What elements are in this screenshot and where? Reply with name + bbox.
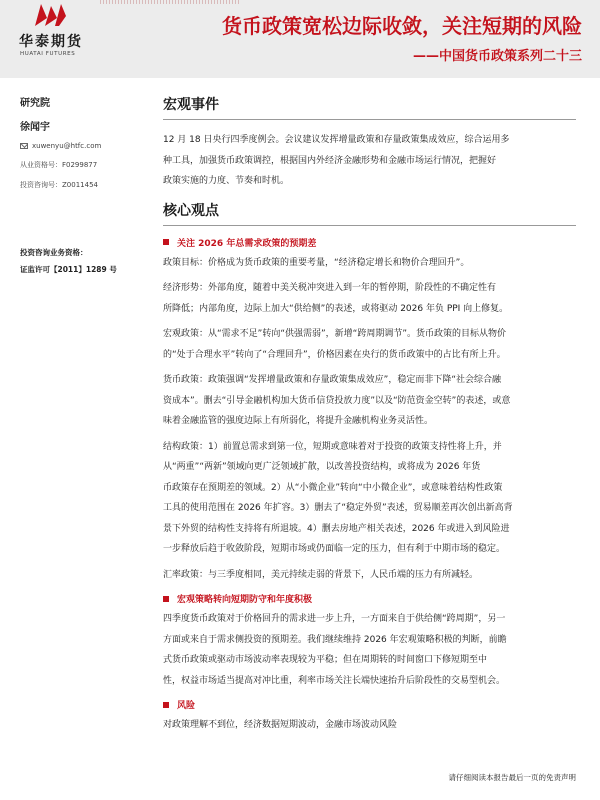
paragraph (163, 715, 576, 736)
header-decoration (100, 0, 240, 4)
report-header (0, 0, 600, 78)
brand-name-en: HUATAI FUTURES (20, 51, 76, 57)
author-email-row (20, 142, 140, 150)
red-square-icon (163, 702, 169, 708)
red-square-icon (163, 596, 169, 602)
text-line: 币政策存在预期差的领域。2）从“小微企业”转向“中小微企业”，或意味着结构性政策 (163, 482, 503, 493)
paragraph (163, 278, 576, 319)
macro-heading: 宏观事件 (163, 97, 219, 113)
paragraph (163, 437, 576, 560)
heading-divider (163, 225, 576, 226)
huatai-logo-icon (33, 2, 67, 28)
section-header (163, 592, 576, 605)
text-line: 方面或来自于需求侧投资的预期差。我们继续维持 2026 年宏观策略积极的判断，前瞻 (163, 634, 507, 645)
section-title: 宏观策略转向短期防守和年度积极 (177, 595, 313, 605)
text-line: 式货币政策或驱动市场波动率表现较为平稳；但在周期转的时间窗口下修短期至中 (163, 655, 488, 665)
disclaimer-note: 请仔细阅读本报告最后一页的免责声明 (448, 773, 576, 782)
department: 研究院 (20, 98, 50, 109)
mail-icon (20, 143, 28, 149)
text-line: 12 月 18 日央行四季度例会。会议建议发挥增量政策和存量政策集成效应，综合运用多 (163, 135, 510, 145)
paragraph (163, 324, 576, 365)
text-line: 对政策理解不到位，经济数据短期波动，金融市场波动风险 (163, 720, 398, 730)
text-line: 资成本”。删去“引导金融机构加大货币信贷投放力度”以及“防范资金空转”的表述，或意 (163, 395, 511, 406)
author-sidebar (20, 94, 140, 275)
paragraph (163, 253, 576, 274)
text-line: 宏观政策：从“需求不足”转向“供强需弱”，新增“跨周期调节”。货币政策的目标从物价 (163, 329, 506, 339)
section-title: 关注 2026 年总需求政策的预期差 (177, 238, 317, 249)
paragraph (163, 370, 576, 432)
main-content (163, 94, 576, 736)
text-line: 工具的使用范围在 2026 年扩容。3）删去了“稳定外贸”表述，贸易顺差再次创出新高背 (163, 503, 513, 513)
text-line: 种工具，加强货币政策调控，根据国内外经济金融形势和金融市场运行情况，把握好 (163, 155, 497, 166)
section-header (163, 236, 576, 249)
heading-divider (163, 119, 576, 120)
text-line: 货币政策：政策强调“发挥增量政策和存量政策集成效应”，稳定而非下降“社会综合融 (163, 375, 501, 385)
red-square-icon (163, 239, 169, 245)
text-line: 一步释放后趋于收敛阶段，短期市场或仍面临一定的压力，但有利于中期市场的稳定。 (163, 544, 506, 554)
text-line: 所降低；内部角度，边际上加大“供给侧”的表述，或将驱动 2026 年负 PPI 向上修复。 (163, 303, 509, 314)
qualification-value: 证监许可【2011】1289 号 (20, 265, 117, 274)
text-line: 四季度货币政策对于价格回升的需求进一步上升，一方面来自于供给侧“跨周期”，另一 (163, 614, 506, 624)
text-line: 结构政策：1）前置总需求到第一位，短期或意味着对于投资的政策支持性将上升，并 (163, 441, 502, 452)
text-line: 政策目标：价格成为货币政策的重要考量，“经济稳定增长和物价合理回升”。 (163, 257, 470, 268)
macro-paragraph (163, 130, 576, 192)
advisory-number: 投资咨询号：Z0011454 (20, 181, 98, 189)
text-line: 性，权益市场适当提高对冲比重，利率市场关注长端快速抬升后阶段性的交易型机会。 (163, 675, 506, 686)
section-header (163, 698, 576, 711)
report-title: 货币政策宽松边际收敛，关注短期的风险 (222, 14, 582, 38)
text-line: 政策实施的力度、节奏和时机。 (163, 176, 290, 186)
qualification-title: 投资咨询业务资格： (20, 248, 88, 257)
section-title: 风险 (177, 701, 196, 711)
text-line: 经济形势：外部角度，随着中美关税冲突进入到一年的暂停期，阶段性的不确定性有 (163, 283, 497, 293)
text-line: 景下外贸的结构性支持将有所退坡。4）删去房地产相关表述，2026 年或进入到风险进 (163, 523, 510, 534)
author-email[interactable]: xuwenyu@htfc.com (32, 142, 102, 150)
text-line: 的“处于合理水平”转向了“合理回升”，价格因素在央行的货币政策中的占比有所上升。 (163, 349, 506, 360)
paragraph (163, 565, 576, 586)
paragraph (163, 609, 576, 691)
license-number: 从业资格号：F0299877 (20, 161, 98, 169)
report-subtitle: ——中国货币政策系列二十三 (412, 49, 582, 64)
text-line: 从“两重”“两新”领域向更广泛领域扩散，以改善投资结构，或将成为 2026 年货 (163, 462, 481, 472)
brand-name-cn: 华泰期货 (19, 34, 83, 50)
core-heading: 核心观点 (163, 202, 219, 219)
text-line: 味着金融监管的强度边际上有所弱化，将提升金融机构业务灵活性。 (163, 416, 434, 426)
author-name: 徐闻宇 (20, 122, 50, 133)
text-line: 汇率政策：与三季度相同，美元持续走弱的背景下，人民币端的压力有所减轻。 (163, 569, 479, 580)
